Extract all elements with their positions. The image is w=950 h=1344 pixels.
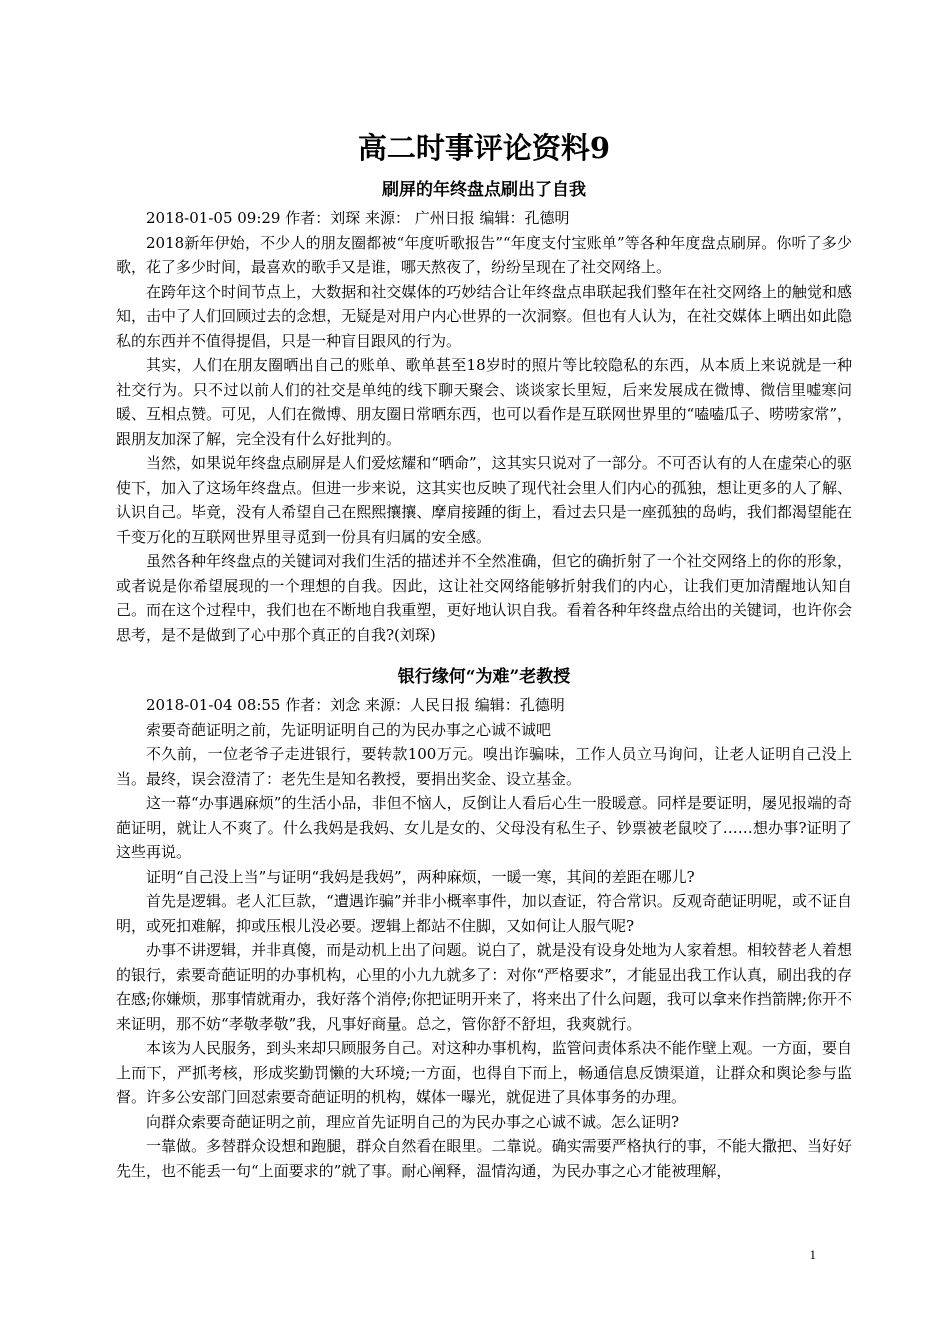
- article-paragraph: 向群众索要奇葩证明之前，理应首先证明自己的为民办事之心诚不诚。怎么证明?: [146, 1112, 680, 1131]
- article-meta: 2018-01-05 09:29 作者：刘琛 来源： 广州日报 编辑：孔德明: [146, 209, 570, 227]
- document-title: 高二时事评论资料9: [357, 131, 611, 165]
- article-paragraph: 不久前，一位老爷子走进银行，要转款100万元。嗅出诈骗味，工作人员立马询问，让老人证明自己没上当。最终，误会澄清了：老先生是知名教授，要捐出奖金、设立基金。: [116, 745, 852, 788]
- article-paragraph: 一靠做。多替群众设想和跑腿，群众自然看在眼里。二靠说。确实需要严格执行的事，不能大撒把、当好好先生，也不能丢一句“上面要求的”就了事。耐心阐释，温情沟通，为民办事之心才能被理解，: [116, 1137, 852, 1180]
- article-paragraph: 首先是逻辑。老人汇巨款，“遭遇诈骗”并非小概率事件，加以查证，符合常识。反观奇葩证明呢，或不证自明，或死扣难解，抑或压根儿没必要。逻辑上都站不住脚，又如何让人服气呢?: [116, 892, 852, 935]
- article-paragraph: 其实，人们在朋友圈晒出自己的账单、歌单甚至18岁时的照片等比较隐私的东西，从本质上来说就是一种社交行为。只不过以前人们的社交是单纯的线下聊天聚会、谈谈家长里短，后来发展成在微博、微信里嘘寒问暖、互相点赞。可见，人们在微博、朋友圈日常晒东西，也可以看作是互联网世界里的“嗑嗑瓜子、唠唠家常”，跟朋友加深了解，完全没有什么好批判的。: [116, 356, 852, 448]
- article-paragraph: 办事不讲逻辑，并非真傻，而是动机上出了问题。说白了，就是没有设身处地为人家着想。相较替老人着想的银行，索要奇葩证明的办事机构，心里的小九九就多了：对你“严格要求”，才能显出我工作认真，刷出我的存在感;你嫌烦，那事情就甭办，我好落个消停;你把证明开来了，将来出了什么问题，我可以拿来作挡箭牌;你开不来证明，那不妨“孝敬孝敬”我，凡事好商量。总之，管你舒不舒坦，我爽就行。: [116, 941, 852, 1033]
- article-meta: 2018-01-04 08:55 作者：刘念 来源：人民日报 编辑：孔德明: [146, 696, 565, 714]
- article-paragraph: 本该为人民服务，到头来却只顾服务自己。对这种办事机构，监管问责体系决不能作壁上观。一方面，要自上而下，严抓考核，形成奖勤罚懒的大环境;一方面，也得自下而上，畅通信息反馈渠道，让群众和舆论参与监督。许多公安部门回怼索要奇葩证明的机构，媒体一曝光，就促进了具体事务的办理。: [116, 1039, 852, 1106]
- article-title: 银行缘何“为难”老教授: [397, 667, 571, 687]
- article-subtitle: 索要奇葩证明之前，先证明证明自己的为民办事之心诚不诚吧: [146, 720, 552, 739]
- article-paragraph: 2018新年伊始，不少人的朋友圈都被“年度听歌报告”“年度支付宝账单”等各种年度盘点刷屏。你听了多少歌，花了多少时间，最喜欢的歌手又是谁，哪天熬夜了，纷纷呈现在了社交网络上。: [116, 233, 852, 276]
- article-paragraph: 在跨年这个时间节点上，大数据和社交媒体的巧妙结合让年终盘点串联起我们整年在社交网络上的触觉和感知，击中了人们回顾过去的念想，无疑是对用户内心世界的一次洞察。但也有人认为，在社交媒体上晒出如此隐私的东西并不值得提倡，只是一种盲目跟风的行为。: [116, 282, 852, 350]
- page-number: 1: [809, 1247, 816, 1262]
- article-2: [116, 665, 852, 1183]
- article-paragraph: 这一幕“办事遇麻烦”的生活小品，非但不恼人，反倒让人看后心生一股暖意。同样是要证明，屡见报端的奇葩证明，就让人不爽了。什么我妈是我妈、女儿是女的、父母没有私生子、钞票被老鼠咬了……想办事?证明了这些再说。: [116, 794, 852, 861]
- article-paragraph: 证明“自己没上当”与证明“我妈是我妈”，两种麻烦，一暖一寒，其间的差距在哪儿?: [146, 867, 695, 886]
- article-title: 刷屏的年终盘点刷出了自我: [382, 180, 586, 200]
- document-body: [116, 128, 852, 1183]
- article-paragraph: 虽然各种年终盘点的关键词对我们生活的描述并不全然准确，但它的确折射了一个社交网络上的你的形象，或者说是你希望展现的一个理想的自我。因此，这让社交网络能够折射我们的内心，让我们更加清醒地认知自己。而在这个过程中，我们也在不断地自我重塑，更好地认识自我。看着各种年终盘点给出的关键词，也许你会思考，是不是做到了心中那个真正的自我?(刘琛): [116, 552, 852, 644]
- article-paragraph: 当然，如果说年终盘点刷屏是人们爱炫耀和“晒命”，这其实只说对了一部分。不可否认有的人在虚荣心的驱使下，加入了这场年终盘点。但进一步来说，这其实也反映了现代社会里人们内心的孤独，想让更多的人了解、认识自己。毕竟，没有人希望自己在熙熙攘攘、摩肩接踵的街上，看过去只是一座孤独的岛屿，我们都渴望能在千变万化的互联网世界里寻觅到一份具有归属的安全感。: [116, 454, 852, 546]
- article-1: [116, 178, 852, 647]
